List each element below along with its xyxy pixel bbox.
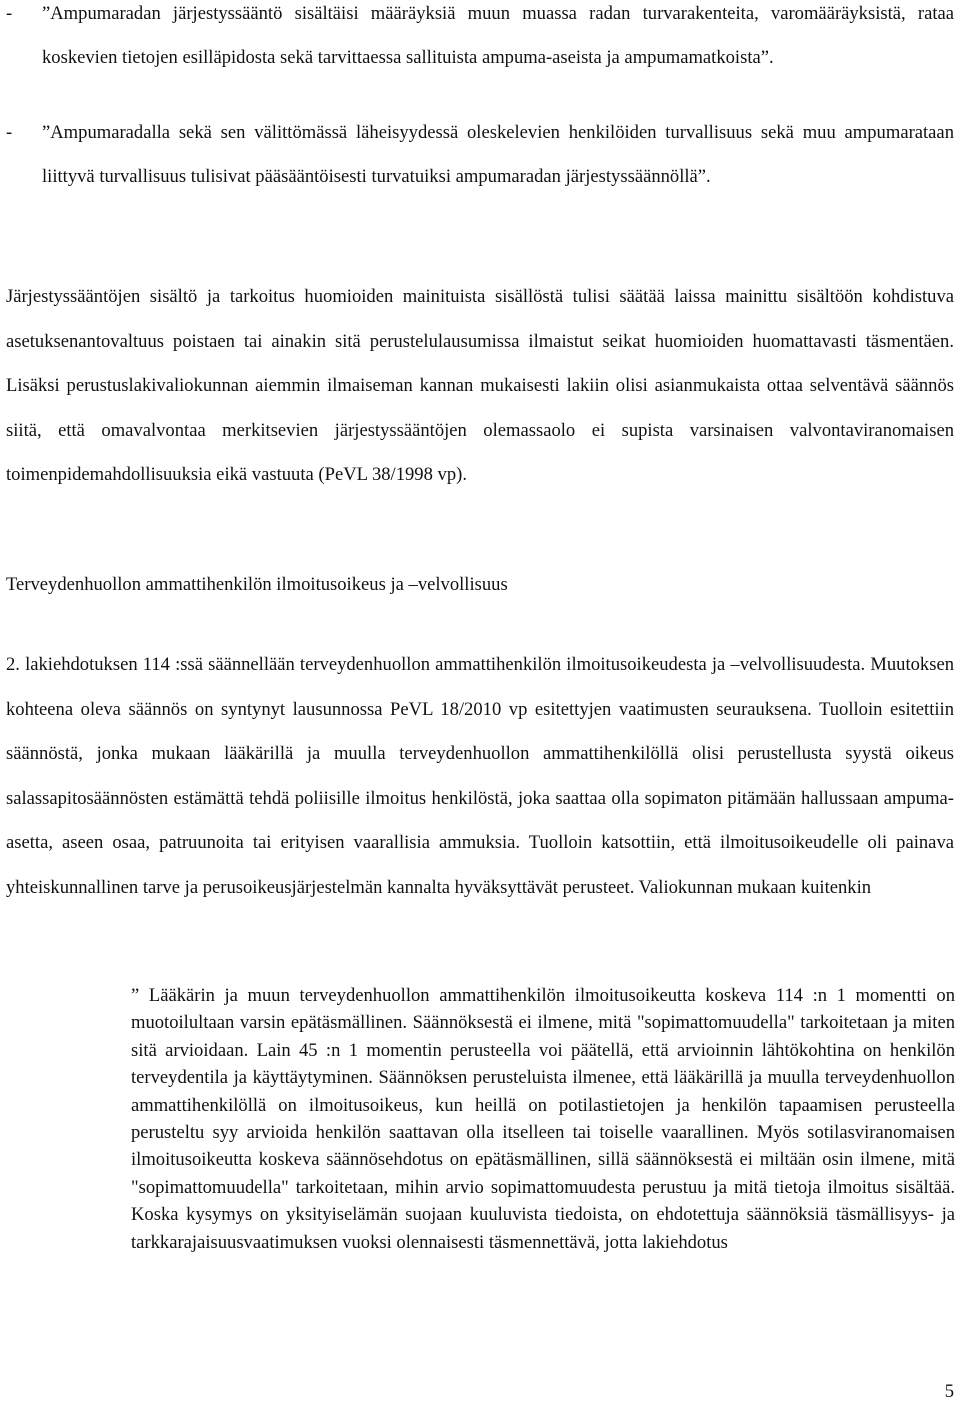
bullet-text: ”Ampumaradalla sekä sen välittömässä läheisyydessä oleskelevien henkilöiden turvallisuus sekä muu ampumarataan liittyvä turvallisuus tulisivat pääsääntöisesti turvatuiksi ampumaradan järjestyssäännöllä”.: [42, 122, 954, 187]
bullet-marker: -: [6, 122, 13, 143]
bullet-item-1: [6, 0, 954, 79]
section-heading: Terveydenhuollon ammattihenkilön ilmoitusoikeus ja –velvollisuus: [6, 574, 508, 595]
bullet-text: ”Ampumaradan järjestyssääntö sisältäisi määräyksiä muun muassa radan turvarakenteita, varomääräyksistä, rataa koskevien tietojen esilläpidosta sekä tarvittaessa sallituista ampuma-aseista ja ampumamatkoista”.: [42, 3, 954, 68]
page-number: 5: [944, 1381, 954, 1402]
body-paragraph-1: Järjestyssääntöjen sisältö ja tarkoitus huomioiden mainituista sisällöstä tulisi säätää laissa mainittu sisältöön kohdistuva asetuksenantovaltuus poistaen tai ainakin sitä perustelulausumissa ilmaistut seikat huomioiden huomattavasti täsmentäen. Lisäksi perustuslakivaliokunnan aiemmin ilmaiseman kannan mukaisesti lakiin olisi asianmukaista ottaa selventävä säännös siitä, että omavalvontaa merkitsevien järjestyssääntöjen olemassaolo ei supista varsinaisen valvontaviranomaisen toimenpidemahdollisuuksia eikä vastuuta (PeVL 38/1998 vp).: [6, 286, 954, 486]
block-quote: ” Lääkärin ja muun terveydenhuollon ammattihenkilön ilmoitusoikeutta koskeva 114 :n 1 momentti on muotoilultaan varsin epätäsmällinen. Säännöksestä ei ilmene, mitä "sopimattomuudella" tarkoitetaan ja miten sitä arvioidaan. Lain 45 :n 1 momentin perusteella voi päätellä, että arvioinnin lähtökohtina on henkilön terveydentila ja käyttäytyminen. Säännöksen perusteluista ilmenee, että lääkärillä ja muulla terveydenhuollon ammattihenkilöllä on ilmoitusoikeus, kun heillä on potilastietojen ja henkilön tapaamisen perusteella perusteltu syy arvioida henkilön saattavan olla itselleen tai toiselle vaarallinen. Myös sotilasviranomaisen ilmoitusoikeutta koskeva säännösehdotus on epätäsmällinen, sillä säännöksestä ei miltään osin ilmene, mitä "sopimattomuudella" tarkoitetaan, mihin arvio sopimattomuudesta perustuu ja mitä tietoja ilmoitus sisältää. Koska kysymys on yksityiselämän suojaan kuuluvista tiedoista, on ehdotettuja säännöksiä täsmällisyys- ja tarkkarajaisuusvaatimuksen vuoksi olennaisesti täsmennettävä, jotta lakiehdotus: [131, 985, 955, 1253]
bullet-item-2: [6, 111, 954, 198]
bullet-marker: -: [6, 3, 13, 24]
body-paragraph-2: 2. lakiehdotuksen 114 :ssä säännellään terveydenhuollon ammattihenkilön ilmoitusoikeudesta ja –velvollisuudesta. Muutoksen kohteena oleva säännös on syntynyt lausunnossa PeVL 18/2010 vp esitettyjen vaatimusten seurauksena. Tuolloin esitettiin säännöstä, jonka mukaan lääkärillä ja muulla terveydenhuollon ammattihenkilöllä olisi perustellusta syystä oikeus salassapitosäännösten estämättä tehdä poliisille ilmoitus henkilöstä, joka saattaa olla sopimaton pitämään hallussaan ampuma-asetta, aseen osaa, patruunoita tai erityisen vaarallisia ammuksia. Tuolloin katsottiin, että ilmoitusoikeudelle oli painava yhteiskunnallinen tarve ja perusoikeusjärjestelmän kannalta hyväksyttävät perusteet. Valiokunnan mukaan kuitenkin: [6, 654, 954, 898]
